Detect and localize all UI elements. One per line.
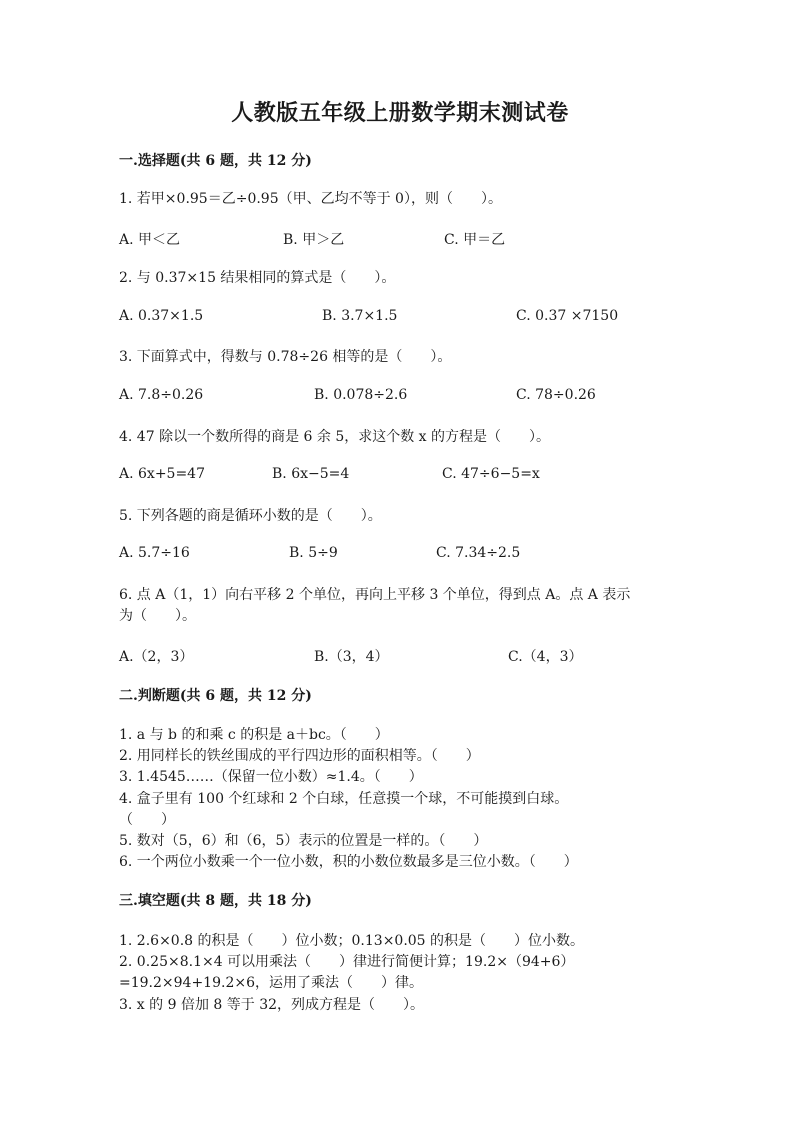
option-a: A. 7.8÷0.26: [119, 387, 204, 403]
option-b: B. 3.7×1.5: [322, 308, 398, 324]
option-b: B. 0.078÷2.6: [314, 387, 408, 403]
fill-item: =19.2×94+19.2×6，运用了乘法（ ）律。: [119, 975, 423, 991]
judgement-item: 6. 一个两位小数乘一个一位小数，积的小数位数最多是三位小数。（ ）: [119, 854, 578, 870]
question-text: 1. 若甲×0.95＝乙÷0.95（甲、乙均不等于 0），则（ ）。: [119, 191, 502, 207]
option-c: C.（4，3）: [508, 649, 583, 665]
page-title: 人教版五年级上册数学期末测试卷: [231, 100, 569, 126]
question-text: 4. 47 除以一个数所得的商是 6 余 5，求这个数 x 的方程是（ ）。: [119, 429, 551, 445]
question-text: 3. 下面算式中，得数与 0.78÷26 相等的是（ ）。: [119, 349, 452, 365]
question-text: 5. 下列各题的商是循环小数的是（ ）。: [119, 508, 382, 524]
fill-item: 3. x 的 9 倍加 8 等于 32，列成方程是（ ）。: [119, 997, 425, 1013]
fill-item: 1. 2.6×0.8 的积是（ ）位小数；0.13×0.05 的积是（ ）位小数。: [119, 933, 585, 949]
judgement-item: （ ）: [119, 812, 175, 828]
option-c: C. 47÷6−5=x: [442, 466, 540, 482]
option-b: B.（3，4）: [314, 649, 389, 665]
question-text: 2. 与 0.37×15 结果相同的算式是（ ）。: [119, 270, 396, 286]
option-a: A.（2，3）: [119, 649, 194, 665]
option-a: A. 甲＜乙: [119, 232, 181, 248]
question-text: 6. 点 A（1，1）向右平移 2 个单位，再向上平移 3 个单位，得到点 A。点 A 表示: [119, 587, 631, 603]
section-heading-choice: 一.选择题(共 6 题，共 12 分): [119, 153, 312, 169]
judgement-item: 4. 盒子里有 100 个红球和 2 个白球，任意摸一个球，不可能摸到白球。: [119, 791, 569, 807]
question-text-continued: 为（ ）。: [119, 608, 196, 624]
option-a: A. 5.7÷16: [119, 545, 190, 561]
option-c: C. 甲＝乙: [444, 232, 506, 248]
option-c: C. 78÷0.26: [516, 387, 596, 403]
option-a: A. 6x+5=47: [119, 466, 205, 482]
option-b: B. 甲＞乙: [283, 232, 345, 248]
judgement-item: 5. 数对（5，6）和（6，5）表示的位置是一样的。（ ）: [119, 833, 488, 849]
section-heading-judgement: 二.判断题(共 6 题，共 12 分): [119, 688, 312, 704]
fill-item: 2. 0.25×8.1×4 可以用乘法（ ）律进行简便计算；19.2×（94+6）: [119, 954, 575, 970]
option-c: C. 0.37 ×7150: [516, 308, 619, 324]
judgement-item: 3. 1.4545……（保留一位小数）≈1.4。（ ）: [119, 769, 423, 785]
option-a: A. 0.37×1.5: [119, 308, 204, 324]
judgement-item: 1. a 与 b 的和乘 c 的积是 a＋bc。（ ）: [119, 727, 389, 743]
option-b: B. 6x−5=4: [272, 466, 350, 482]
section-heading-fill: 三.填空题(共 8 题，共 18 分): [119, 893, 312, 909]
option-b: B. 5÷9: [289, 545, 338, 561]
option-c: C. 7.34÷2.5: [436, 545, 521, 561]
judgement-item: 2. 用同样长的铁丝围成的平行四边形的面积相等。（ ）: [119, 748, 480, 764]
